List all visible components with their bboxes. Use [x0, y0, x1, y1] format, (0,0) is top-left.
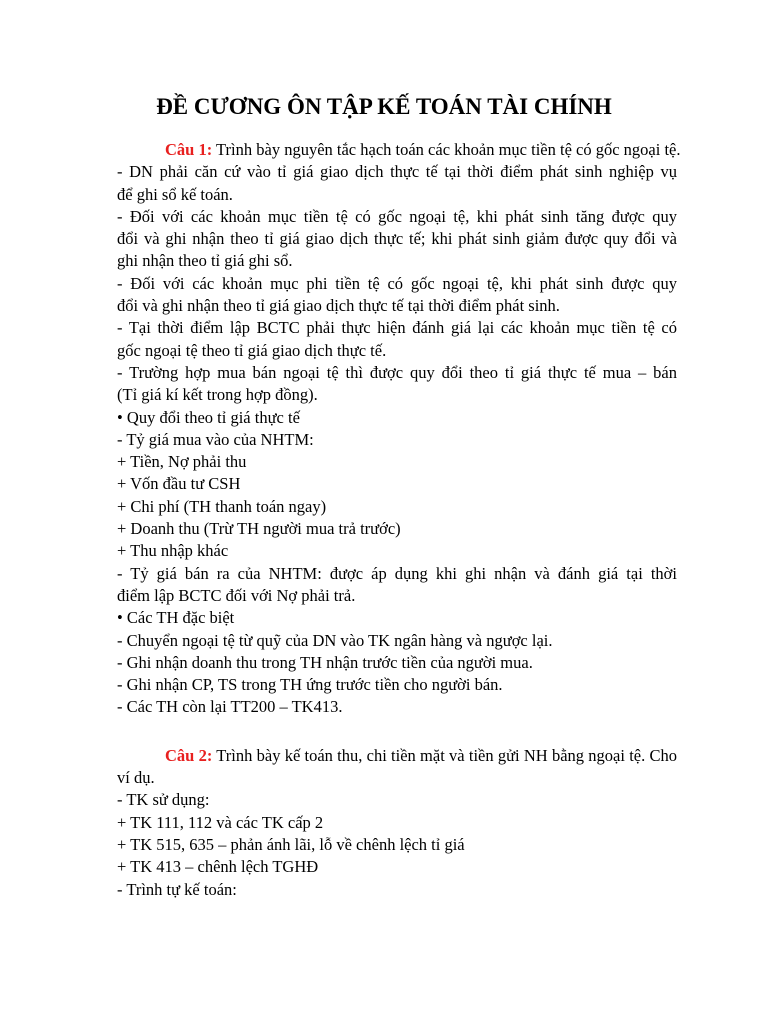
blank-line — [117, 719, 677, 741]
line-text: Trình bày nguyên tắc hạch toán các khoản mục tiền tệ có gốc ngoại tệ. — [212, 140, 681, 159]
text-line — [117, 184, 677, 206]
line-text: + Doanh thu (Trừ TH người mua trả trước) — [117, 519, 401, 539]
line-text: - TK sử dụng: — [117, 790, 210, 810]
line-text: + TK 515, 635 – phản ánh lãi, lỗ về chênh lệch tỉ giá — [117, 834, 465, 854]
line-text: + Vốn đầu tư CSH — [117, 474, 241, 494]
text-line — [117, 407, 677, 429]
text-line — [117, 161, 677, 183]
line-text: để ghi sổ kế toán. — [117, 184, 233, 204]
text-line — [117, 451, 677, 473]
line-text: - Tỷ giá mua vào của NHTM: — [117, 429, 314, 449]
document-body — [117, 135, 681, 901]
text-line — [117, 767, 677, 789]
line-text: đổi và ghi nhận theo tỉ giá giao dịch thực tế; khi phát sinh giảm được quy đổi và — [117, 229, 677, 249]
text-line — [117, 630, 677, 652]
line-text: + Thu nhập khác — [117, 541, 229, 561]
text-line — [117, 384, 677, 406]
text-line — [117, 273, 677, 295]
text-line — [117, 674, 677, 696]
text-line — [117, 362, 677, 384]
text-line — [117, 295, 677, 317]
text-line — [117, 812, 677, 834]
line-text: - Đối với các khoản mục tiền tệ có gốc ngoại tệ, khi phát sinh tăng được quy — [117, 206, 677, 226]
question-label: Câu 2: — [165, 745, 213, 765]
question-heading — [117, 745, 677, 767]
text-line — [117, 563, 677, 585]
line-text: - Trình tự kế toán: — [117, 879, 237, 899]
line-text: - Ghi nhận doanh thu trong TH nhận trước tiền của người mua. — [117, 652, 533, 672]
text-line — [117, 652, 677, 674]
question-heading — [117, 139, 681, 161]
text-line — [117, 607, 677, 629]
line-text: • Quy đổi theo tỉ giá thực tế — [117, 407, 300, 427]
line-text: - Các TH còn lại TT200 – TK413. — [117, 697, 343, 717]
text-line — [117, 789, 677, 811]
line-text: + Tiền, Nợ phải thu — [117, 452, 247, 472]
text-line — [117, 250, 677, 272]
line-text: gốc ngoại tệ theo tỉ giá giao dịch thực tế. — [117, 340, 387, 360]
text-line — [117, 429, 677, 451]
text-line — [117, 540, 677, 562]
line-text: - Đối với các khoản mục phi tiền tệ có gốc ngoại tệ, khi phát sinh được quy — [117, 273, 677, 293]
line-text: + TK 111, 112 và các TK cấp 2 — [117, 812, 324, 832]
line-text: điểm lập BCTC đối với Nợ phải trả. — [117, 585, 356, 605]
text-line — [117, 518, 677, 540]
line-text: Trình bày kế toán thu, chi tiền mặt và tiền gửi NH bằng ngoại tệ. Cho — [212, 745, 677, 765]
text-line — [117, 834, 677, 856]
text-line — [117, 473, 677, 495]
line-text: + Chi phí (TH thanh toán ngay) — [117, 496, 327, 516]
line-text: - DN phải căn cứ vào tỉ giá giao dịch thực tế tại thời điểm phát sinh nghiệp vụ — [117, 162, 677, 182]
line-text: - Tỷ giá bán ra của NHTM: được áp dụng khi ghi nhận và đánh giá tại thời — [117, 563, 677, 583]
line-text: - Ghi nhận CP, TS trong TH ứng trước tiền cho người bán. — [117, 675, 503, 695]
text-line — [117, 585, 677, 607]
line-text: - Chuyển ngoại tệ từ quỹ của DN vào TK ngân hàng và ngược lại. — [117, 630, 553, 650]
text-line — [117, 696, 677, 718]
question-label: Câu 1: — [165, 140, 213, 159]
line-text: (Tỉ giá kí kết trong hợp đồng). — [117, 385, 318, 405]
text-line — [117, 496, 677, 518]
text-line — [117, 340, 677, 362]
text-line — [117, 879, 677, 901]
text-line — [117, 856, 677, 878]
text-line — [117, 228, 677, 250]
text-line — [117, 206, 677, 228]
line-text: ví dụ. — [117, 768, 155, 788]
line-text: - Trường hợp mua bán ngoại tệ thì được quy đổi theo tỉ giá thực tế mua – bán — [117, 362, 677, 382]
line-text: ghi nhận theo tỉ giá ghi sổ. — [117, 251, 293, 271]
line-text: • Các TH đặc biệt — [117, 608, 235, 628]
line-text: - Tại thời điểm lập BCTC phải thực hiện đánh giá lại các khoản mục tiền tệ có — [117, 318, 677, 338]
document-title: ĐỀ CƯƠNG ÔN TẬP KẾ TOÁN TÀI CHÍNH — [156, 94, 612, 119]
line-text: đổi và ghi nhận theo tỉ giá giao dịch thực tế tại thời điểm phát sinh. — [117, 296, 560, 316]
line-text: + TK 413 – chênh lệch TGHĐ — [117, 857, 319, 877]
text-line — [117, 317, 677, 339]
